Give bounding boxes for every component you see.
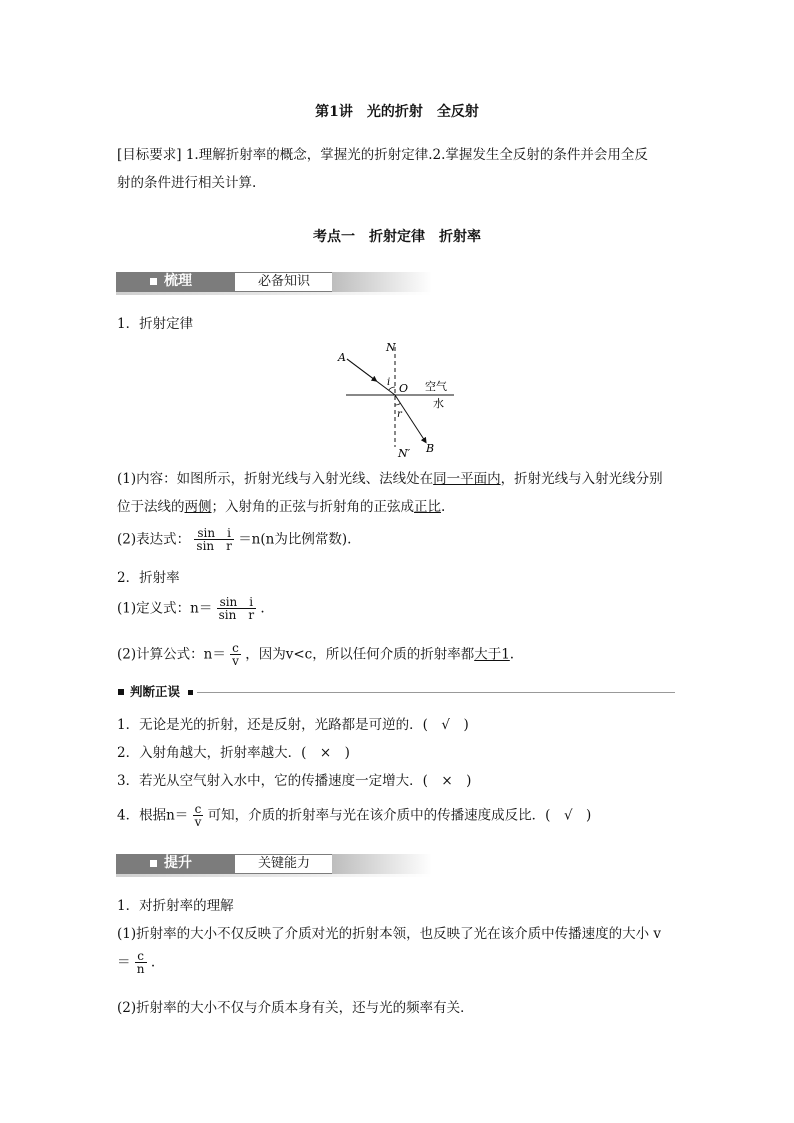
text: (1)定义式：n＝ (117, 600, 213, 617)
underlined-text: 正比 (414, 499, 441, 515)
text: ＝n(n为比例常数). (238, 531, 352, 548)
underlined-text: 同一平面内 (433, 471, 501, 487)
label-i: i (387, 377, 391, 388)
fraction-denominator: n (136, 962, 145, 976)
text: . (260, 600, 265, 617)
text: ，因为v<c，所以任何介质的折射率都 (245, 646, 475, 663)
underlined-text: 大于1 (474, 646, 510, 663)
section-title (0, 226, 794, 246)
banner-underline (116, 292, 432, 295)
banner-gradient (332, 272, 432, 292)
objective-text-1: 1.理解折射率的概念，掌握光的折射定律.2.掌握发生全反射的条件并会用全反 (185, 147, 648, 163)
banner-gradient (332, 854, 432, 874)
fraction-denominator: v (232, 654, 239, 668)
judge-square-icon (118, 689, 124, 695)
page-title-text: 第1讲 光的折射 全反射 (315, 104, 479, 120)
fraction (194, 527, 233, 552)
law-expression (117, 527, 351, 552)
text: 4．根据n＝ (117, 807, 189, 824)
banner-heading: 提升 (164, 855, 192, 871)
refraction-diagram (330, 335, 470, 465)
section-title-text: 考点一 折射定律 折射率 (313, 229, 481, 245)
fraction (193, 803, 204, 828)
understand-heading: 1．对折射率的理解 (117, 898, 234, 914)
angle-r-arc (395, 403, 400, 405)
label-air: 空气 (425, 380, 447, 393)
text: 可知，介质的折射率与光在该介质中的传播速度成反比．( √ ) (207, 807, 592, 824)
banner-ability (116, 852, 432, 876)
judge-item-1: 1．无论是光的折射，还是反射，光路都是可逆的．( √ ) (117, 717, 469, 733)
incident-arrow (347, 359, 375, 380)
text: ；入射角的正弦与折射角的正弦成 (211, 499, 414, 515)
fraction-numerator: c (193, 803, 204, 816)
law-heading: 1．折射定律 (117, 316, 194, 332)
fraction-numerator: c (230, 642, 241, 655)
fraction-denominator: sin r (218, 608, 255, 622)
index-definition (117, 596, 265, 621)
text: . (509, 646, 515, 663)
text: (2)计算公式：n＝ (117, 646, 226, 663)
judge-heading: 判断正误 (130, 684, 181, 699)
judge-item-3: 3．若光从空气射入水中，它的传播速度一定增大．( × ) (117, 773, 472, 789)
page-title (0, 101, 794, 121)
fraction-denominator: v (194, 815, 202, 829)
underlined-text: 两侧 (184, 499, 212, 515)
banner-square-icon (150, 278, 157, 285)
banner-knowledge (116, 270, 432, 294)
label-N: N (386, 341, 396, 354)
law-content-line-2 (117, 497, 445, 517)
judge-item-4 (117, 803, 591, 828)
text: . (150, 954, 156, 971)
judge-heading-row (117, 684, 677, 700)
fraction-numerator: sin i (217, 596, 256, 609)
banner-heading: 梳理 (164, 273, 192, 289)
text: ＝ (117, 954, 131, 971)
text: . (441, 499, 446, 515)
label-r: r (397, 409, 402, 420)
banner-label: 必备知识 (234, 272, 334, 292)
label-N-prime: N′ (398, 447, 411, 460)
banner-square-icon (150, 860, 157, 867)
banner-label: 关键能力 (234, 854, 334, 874)
understand-p1-line-2 (117, 950, 155, 975)
label-A: A (338, 351, 346, 364)
label-water: 水 (433, 397, 444, 410)
law-content-line-1 (117, 469, 663, 489)
objective-line-1 (117, 145, 648, 165)
index-heading: 2．折射率 (117, 570, 180, 586)
understand-p2: (2)折射率的大小不仅与介质本身有关，还与光的频率有关． (117, 1000, 474, 1016)
judge-item-2: 2．入射角越大，折射率越大．( × ) (117, 745, 350, 761)
judge-rule (197, 692, 675, 693)
text: 位于法线的 (117, 499, 185, 515)
fraction (217, 596, 256, 621)
text: (1)内容：如图所示，折射光线与入射光线、法线处在 (117, 471, 434, 487)
objective-line-2: 射的条件进行相关计算. (117, 175, 257, 191)
label-O: O (399, 382, 409, 395)
fraction-denominator: sin r (196, 539, 232, 553)
text: ，折射光线与入射光线分别 (500, 471, 663, 487)
index-formula (117, 642, 514, 667)
text: (2)表达式： (117, 531, 191, 548)
judge-dot-icon (188, 690, 193, 695)
understand-p1-line-1: (1)折射率的大小不仅反映了介质对光的折射本领，也反映了光在该介质中传播速度的大小 v (117, 926, 662, 942)
fraction-numerator: sin i (194, 527, 233, 540)
objective-tag: [目标要求] (117, 147, 182, 163)
banner-underline (116, 874, 432, 877)
label-B: B (426, 442, 435, 455)
fraction-numerator: c (135, 950, 147, 963)
fraction (135, 950, 147, 975)
fraction (230, 642, 241, 667)
